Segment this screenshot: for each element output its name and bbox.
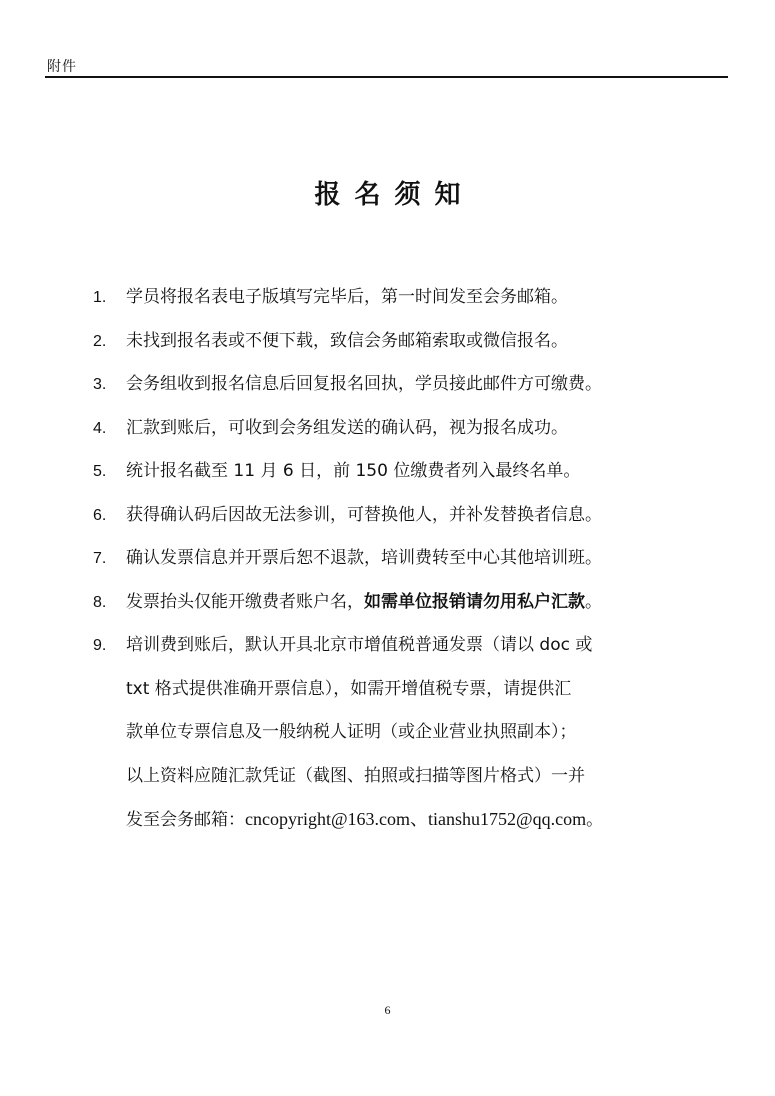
header-divider	[45, 76, 728, 78]
item-number: 1.	[93, 289, 107, 306]
item-number: 8.	[93, 593, 107, 611]
item-text-line: 款单位专票信息及一般纳税人证明（或企业营业执照副本）；	[126, 722, 577, 742]
item-number: 6.	[93, 506, 107, 524]
notice-list	[93, 283, 733, 850]
page-number: 6	[384, 1003, 391, 1017]
email-prefix: 发至会务邮箱：	[126, 810, 245, 830]
item-number: 7.	[93, 550, 107, 567]
item-text: 发票抬头仅能开缴费者账户名，	[126, 591, 364, 612]
list-item	[93, 631, 733, 835]
item-number: 5.	[93, 463, 107, 480]
item-text: 确认发票信息并开票后恕不退款，培训费转至中心其他培训班。	[126, 548, 602, 568]
list-item	[93, 501, 733, 530]
item-text-suffix: 。	[585, 591, 602, 612]
item-text: 学员将报名表电子版填写完毕后，第一时间发至会务邮箱。	[126, 287, 568, 307]
emphasis-text: 如需单位报销请勿用私户汇款	[364, 591, 585, 612]
list-item	[93, 544, 733, 573]
item-text-line: 培训费到账后，默认开具北京市增值税普通发票（请以 doc 或	[126, 635, 593, 655]
item-number: 2.	[93, 332, 107, 350]
item-number: 3.	[93, 376, 107, 393]
list-item	[93, 370, 733, 399]
list-item	[93, 588, 733, 617]
item-number: 9.	[93, 637, 107, 654]
item-text-line	[126, 805, 733, 835]
item-text: 未找到报名表或不便下载，致信会务邮箱索取或微信报名。	[126, 330, 568, 351]
item-text-line: txt 格式提供准确开票信息），如需开增值税专票，请提供汇	[126, 678, 572, 699]
item-text-group	[126, 631, 733, 835]
item-number: 4.	[93, 419, 107, 437]
email-suffix: 。	[586, 810, 604, 830]
item-text: 会务组收到报名信息后回复报名回执，学员接此邮件方可缴费。	[126, 374, 602, 394]
item-text: 统计报名截至 11 月 6 日，前 150 位缴费者列入最终名单。	[126, 461, 581, 481]
item-text-line: 以上资料应随汇款凭证（截图、拍照或扫描等图片格式）一并	[126, 765, 585, 786]
list-item	[93, 327, 733, 356]
email-addresses: cncopyright@163.com、tianshu1752@qq.com	[245, 809, 587, 829]
item-text: 汇款到账后，可收到会务组发送的确认码，视为报名成功。	[126, 417, 568, 438]
list-item	[93, 457, 733, 486]
list-item	[93, 283, 733, 312]
item-text-group	[126, 588, 733, 617]
attachment-label: 附件	[47, 59, 77, 75]
item-text: 获得确认码后因故无法参训，可替换他人，并补发替换者信息。	[126, 504, 602, 525]
list-item	[93, 414, 733, 443]
page-title: 报名须知	[314, 180, 475, 210]
